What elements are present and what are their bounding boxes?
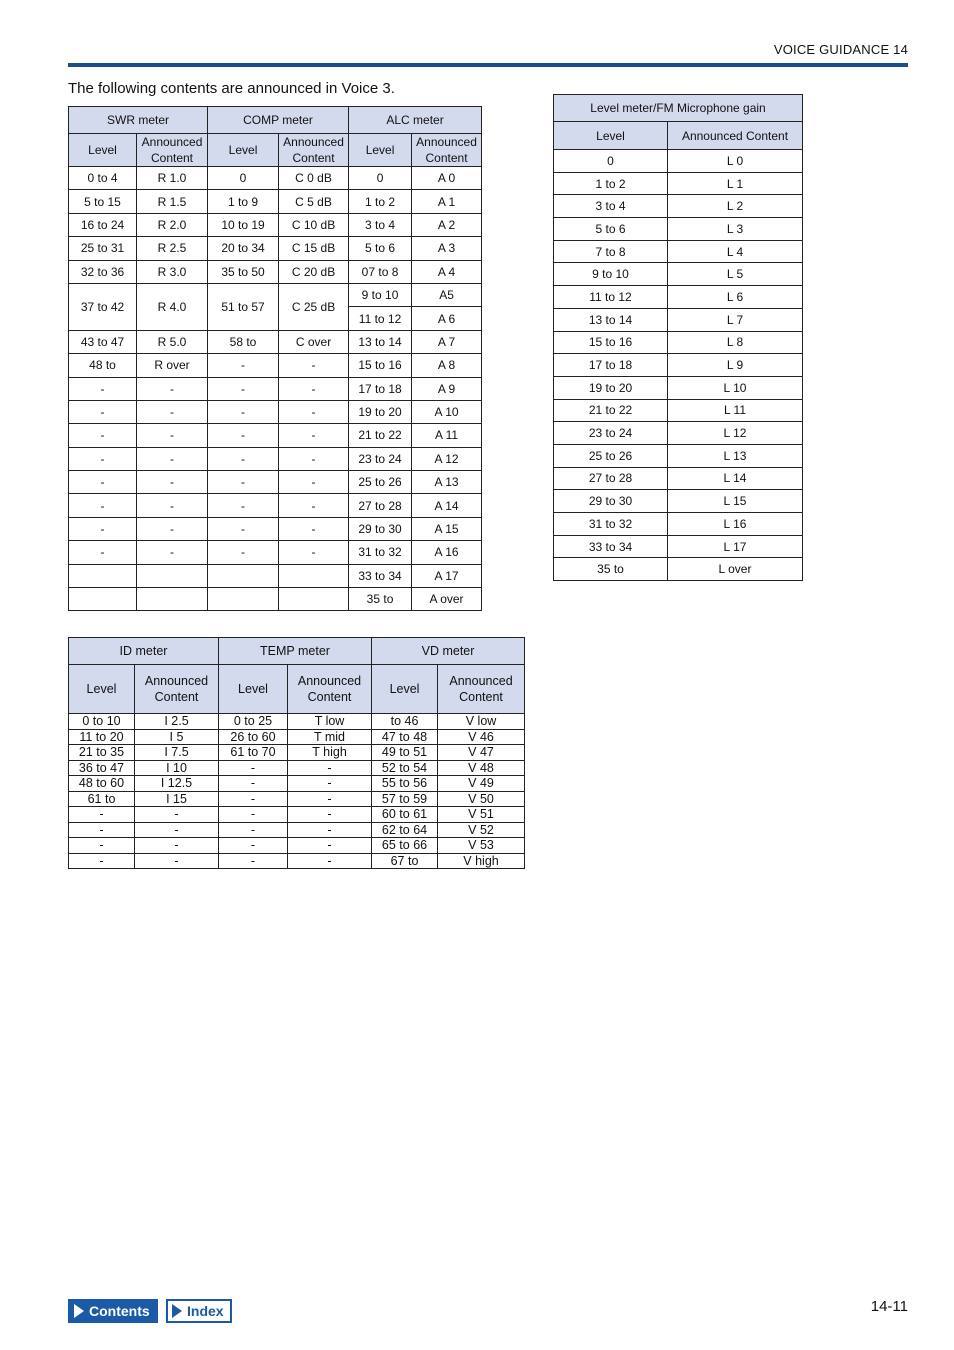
table-cell: - bbox=[135, 853, 219, 869]
table-cell: - bbox=[137, 494, 208, 517]
table-cell: 27 to 28 bbox=[349, 494, 412, 517]
column-header: Announced Content bbox=[137, 134, 208, 167]
table-cell bbox=[137, 564, 208, 587]
table-row bbox=[69, 838, 525, 854]
column-header: Level bbox=[69, 665, 135, 714]
table-cell: 25 to 26 bbox=[349, 471, 412, 494]
table-title: Level meter/FM Microphone gain bbox=[554, 95, 803, 122]
table-cell: V high bbox=[438, 853, 525, 869]
table-cell: R 1.5 bbox=[137, 190, 208, 213]
table-cell: - bbox=[69, 447, 137, 470]
table-row bbox=[554, 172, 803, 195]
table-row bbox=[69, 330, 482, 353]
table-cell: 58 to bbox=[208, 330, 279, 353]
column-header: Level bbox=[372, 665, 438, 714]
table-row bbox=[69, 377, 482, 400]
table-cell: 57 to 59 bbox=[372, 791, 438, 807]
table-cell: A 9 bbox=[412, 377, 482, 400]
table-cell: 11 to 12 bbox=[554, 286, 668, 309]
table-cell: - bbox=[219, 791, 288, 807]
table-cell: 5 to 6 bbox=[349, 237, 412, 260]
contents-label: Contents bbox=[89, 1303, 150, 1319]
table-cell bbox=[208, 564, 279, 587]
table-cell: C 20 dB bbox=[279, 260, 349, 283]
column-header: Level bbox=[554, 122, 668, 150]
table-cell: 23 to 24 bbox=[349, 447, 412, 470]
column-header: Announced Content bbox=[668, 122, 803, 150]
group-header: SWR meter bbox=[69, 107, 208, 134]
table-cell: 1 to 2 bbox=[554, 172, 668, 195]
table-cell: - bbox=[208, 354, 279, 377]
table-row bbox=[69, 517, 482, 540]
table-cell: 26 to 60 bbox=[219, 729, 288, 745]
table-cell: - bbox=[219, 760, 288, 776]
table-row bbox=[69, 714, 525, 730]
table-cell: L 12 bbox=[668, 422, 803, 445]
table-row bbox=[69, 260, 482, 283]
table-cell: 31 to 32 bbox=[554, 513, 668, 536]
table-cell: - bbox=[135, 807, 219, 823]
table-cell: 17 to 18 bbox=[349, 377, 412, 400]
table-row bbox=[69, 822, 525, 838]
table-cell: L 5 bbox=[668, 263, 803, 286]
table-cell: L 13 bbox=[668, 444, 803, 467]
table-row bbox=[554, 490, 803, 513]
table-cell bbox=[137, 588, 208, 611]
table-cell: - bbox=[279, 447, 349, 470]
table-cell: C 10 dB bbox=[279, 213, 349, 236]
table-cell: 29 to 30 bbox=[349, 517, 412, 540]
table-cell: 1 to 9 bbox=[208, 190, 279, 213]
column-header: Level bbox=[208, 134, 279, 167]
table-cell: C 25 dB bbox=[279, 283, 349, 330]
table-cell: - bbox=[208, 494, 279, 517]
table-cell: L 1 bbox=[668, 172, 803, 195]
level-meter-table bbox=[553, 94, 803, 581]
table-cell: L 8 bbox=[668, 331, 803, 354]
table-row bbox=[554, 150, 803, 173]
table-cell: V 48 bbox=[438, 760, 525, 776]
table-cell: - bbox=[288, 838, 372, 854]
table-cell: 17 to 18 bbox=[554, 354, 668, 377]
table-row bbox=[69, 167, 482, 190]
table-row bbox=[554, 195, 803, 218]
table-cell: 0 bbox=[208, 167, 279, 190]
table-cell: 1 to 2 bbox=[349, 190, 412, 213]
table-cell: 13 to 14 bbox=[349, 330, 412, 353]
table-cell: A 10 bbox=[412, 400, 482, 423]
table-cell: 19 to 20 bbox=[349, 400, 412, 423]
table-cell: A 12 bbox=[412, 447, 482, 470]
table-cell: - bbox=[288, 760, 372, 776]
triangle-right-icon bbox=[172, 1304, 182, 1318]
table-cell: R 2.0 bbox=[137, 213, 208, 236]
table-row bbox=[69, 807, 525, 823]
table-cell: - bbox=[69, 400, 137, 423]
table-cell: 67 to bbox=[372, 853, 438, 869]
table-cell: - bbox=[208, 400, 279, 423]
table-row bbox=[69, 213, 482, 236]
table-cell: 9 to 10 bbox=[349, 283, 412, 306]
table-cell: 29 to 30 bbox=[554, 490, 668, 513]
table-cell bbox=[279, 588, 349, 611]
table-cell: L 17 bbox=[668, 535, 803, 558]
table-cell: 49 to 51 bbox=[372, 745, 438, 761]
column-header: Level bbox=[69, 134, 137, 167]
table-cell: 5 to 15 bbox=[69, 190, 137, 213]
table-cell: V 51 bbox=[438, 807, 525, 823]
table-row bbox=[69, 237, 482, 260]
table-cell: 11 to 12 bbox=[349, 307, 412, 330]
table-cell: A5 bbox=[412, 283, 482, 306]
table-cell: 5 to 6 bbox=[554, 218, 668, 241]
table-cell: A 2 bbox=[412, 213, 482, 236]
column-header: Announced Content bbox=[288, 665, 372, 714]
table-cell: R 4.0 bbox=[137, 283, 208, 330]
table-cell: L 9 bbox=[668, 354, 803, 377]
table-cell: - bbox=[208, 447, 279, 470]
table-cell: 27 to 28 bbox=[554, 467, 668, 490]
table-cell: 35 to 50 bbox=[208, 260, 279, 283]
table-cell: 7 to 8 bbox=[554, 240, 668, 263]
table-row bbox=[69, 471, 482, 494]
table-cell: - bbox=[279, 424, 349, 447]
table-cell: V low bbox=[438, 714, 525, 730]
table-cell: A 0 bbox=[412, 167, 482, 190]
table-cell: - bbox=[69, 494, 137, 517]
table-cell: 60 to 61 bbox=[372, 807, 438, 823]
table-cell: - bbox=[279, 541, 349, 564]
table-row bbox=[554, 535, 803, 558]
column-header: Level bbox=[349, 134, 412, 167]
table-cell: 23 to 24 bbox=[554, 422, 668, 445]
table-row bbox=[554, 558, 803, 581]
table-cell: L 2 bbox=[668, 195, 803, 218]
table-cell: V 52 bbox=[438, 822, 525, 838]
table-cell: 33 to 34 bbox=[554, 535, 668, 558]
table-row bbox=[69, 424, 482, 447]
table-cell: A 1 bbox=[412, 190, 482, 213]
table-cell: T high bbox=[288, 745, 372, 761]
table-cell: A 3 bbox=[412, 237, 482, 260]
table-row bbox=[69, 447, 482, 470]
intro-text: The following contents are announced in Voice 3. bbox=[68, 80, 395, 97]
table-cell: - bbox=[69, 838, 135, 854]
table-cell: A 11 bbox=[412, 424, 482, 447]
group-header: TEMP meter bbox=[219, 638, 372, 665]
table-cell: - bbox=[288, 776, 372, 792]
header-rule bbox=[68, 63, 908, 67]
table-cell: - bbox=[279, 494, 349, 517]
table-row bbox=[69, 541, 482, 564]
table-cell: - bbox=[137, 424, 208, 447]
table-cell: I 12.5 bbox=[135, 776, 219, 792]
table-row bbox=[554, 376, 803, 399]
table-cell: 9 to 10 bbox=[554, 263, 668, 286]
table-cell: A 4 bbox=[412, 260, 482, 283]
table-cell: V 49 bbox=[438, 776, 525, 792]
table-cell: 35 to bbox=[349, 588, 412, 611]
table-cell: - bbox=[219, 822, 288, 838]
table-cell: L 11 bbox=[668, 399, 803, 422]
table-cell: 43 to 47 bbox=[69, 330, 137, 353]
table-cell bbox=[208, 588, 279, 611]
table-cell: 16 to 24 bbox=[69, 213, 137, 236]
table-row bbox=[554, 263, 803, 286]
table-cell: 0 to 10 bbox=[69, 714, 135, 730]
table-cell: A over bbox=[412, 588, 482, 611]
table-cell: 25 to 31 bbox=[69, 237, 137, 260]
table-cell: L 15 bbox=[668, 490, 803, 513]
table-row bbox=[554, 513, 803, 536]
table-cell: R 2.5 bbox=[137, 237, 208, 260]
table-cell: L 10 bbox=[668, 376, 803, 399]
table-cell: - bbox=[208, 377, 279, 400]
table-cell: - bbox=[208, 471, 279, 494]
table-cell: - bbox=[137, 447, 208, 470]
table-row bbox=[69, 853, 525, 869]
id-temp-vd-table bbox=[68, 637, 525, 869]
table-row bbox=[554, 399, 803, 422]
group-header: ALC meter bbox=[349, 107, 482, 134]
table-cell: V 50 bbox=[438, 791, 525, 807]
table-cell: - bbox=[219, 807, 288, 823]
table-cell: 20 to 34 bbox=[208, 237, 279, 260]
index-label: Index bbox=[187, 1303, 224, 1319]
table-cell: 36 to 47 bbox=[69, 760, 135, 776]
table-cell: L 16 bbox=[668, 513, 803, 536]
table-cell: - bbox=[279, 377, 349, 400]
column-header: Announced Content bbox=[279, 134, 349, 167]
table-cell: V 53 bbox=[438, 838, 525, 854]
table-cell: 0 to 4 bbox=[69, 167, 137, 190]
table-row bbox=[554, 218, 803, 241]
group-header: VD meter bbox=[372, 638, 525, 665]
table-row bbox=[554, 467, 803, 490]
table-cell: I 5 bbox=[135, 729, 219, 745]
table-cell: T mid bbox=[288, 729, 372, 745]
table-cell: - bbox=[208, 424, 279, 447]
table-cell: R 3.0 bbox=[137, 260, 208, 283]
table-cell: - bbox=[137, 517, 208, 540]
index-button[interactable] bbox=[166, 1299, 232, 1323]
table-cell: - bbox=[135, 838, 219, 854]
table-row bbox=[554, 308, 803, 331]
table-cell: L 3 bbox=[668, 218, 803, 241]
table-row bbox=[69, 354, 482, 377]
table-cell: - bbox=[69, 853, 135, 869]
table-cell: 51 to 57 bbox=[208, 283, 279, 330]
table-cell: A 6 bbox=[412, 307, 482, 330]
table-cell: C 15 dB bbox=[279, 237, 349, 260]
table-cell: - bbox=[288, 807, 372, 823]
table-cell: V 46 bbox=[438, 729, 525, 745]
table-cell: C 5 dB bbox=[279, 190, 349, 213]
table-cell: 3 to 4 bbox=[554, 195, 668, 218]
table-cell: 21 to 22 bbox=[554, 399, 668, 422]
table-cell: 13 to 14 bbox=[554, 308, 668, 331]
column-header: Level bbox=[219, 665, 288, 714]
table-cell: - bbox=[288, 791, 372, 807]
table-cell: L 0 bbox=[668, 150, 803, 173]
table-cell bbox=[69, 588, 137, 611]
table-cell: 32 to 36 bbox=[69, 260, 137, 283]
table-cell: - bbox=[69, 377, 137, 400]
table-cell: 11 to 20 bbox=[69, 729, 135, 745]
swr-comp-alc-table bbox=[68, 106, 482, 611]
table-cell: 21 to 22 bbox=[349, 424, 412, 447]
table-cell: - bbox=[69, 517, 137, 540]
table-cell: 15 to 16 bbox=[554, 331, 668, 354]
table-cell: - bbox=[137, 541, 208, 564]
table-cell: - bbox=[137, 400, 208, 423]
table-cell: - bbox=[288, 822, 372, 838]
table-row bbox=[554, 240, 803, 263]
table-cell: R over bbox=[137, 354, 208, 377]
table-row bbox=[69, 776, 525, 792]
table-cell: 55 to 56 bbox=[372, 776, 438, 792]
table-row bbox=[69, 283, 482, 306]
table-cell: L 14 bbox=[668, 467, 803, 490]
table-cell: V 47 bbox=[438, 745, 525, 761]
table-cell bbox=[279, 564, 349, 587]
table-cell: A 17 bbox=[412, 564, 482, 587]
level-meter-body bbox=[554, 150, 803, 581]
table-cell: - bbox=[135, 822, 219, 838]
table-cell: A 16 bbox=[412, 541, 482, 564]
table-cell: - bbox=[219, 853, 288, 869]
table-cell: 33 to 34 bbox=[349, 564, 412, 587]
table-cell: 61 to 70 bbox=[219, 745, 288, 761]
table-cell: 61 to bbox=[69, 791, 135, 807]
table-cell: 52 to 54 bbox=[372, 760, 438, 776]
table-cell: A 7 bbox=[412, 330, 482, 353]
table-cell: 07 to 8 bbox=[349, 260, 412, 283]
table-cell: - bbox=[279, 354, 349, 377]
table-cell: - bbox=[219, 776, 288, 792]
table-row bbox=[69, 400, 482, 423]
table-cell: 0 bbox=[349, 167, 412, 190]
group-header: ID meter bbox=[69, 638, 219, 665]
table-cell: 35 to bbox=[554, 558, 668, 581]
triangle-right-icon bbox=[74, 1304, 84, 1318]
swr-comp-alc-body bbox=[69, 167, 482, 611]
table-cell: - bbox=[137, 377, 208, 400]
column-header: Announced Content bbox=[438, 665, 525, 714]
table-cell: 0 to 25 bbox=[219, 714, 288, 730]
table-cell: A 8 bbox=[412, 354, 482, 377]
table-cell: - bbox=[69, 424, 137, 447]
table-cell bbox=[69, 564, 137, 587]
table-row bbox=[69, 791, 525, 807]
table-cell: L over bbox=[668, 558, 803, 581]
table-cell: 25 to 26 bbox=[554, 444, 668, 467]
table-row bbox=[554, 354, 803, 377]
table-row bbox=[554, 286, 803, 309]
table-cell: T low bbox=[288, 714, 372, 730]
table-cell: A 15 bbox=[412, 517, 482, 540]
table-cell: I 7.5 bbox=[135, 745, 219, 761]
table-row bbox=[69, 588, 482, 611]
table-cell: A 14 bbox=[412, 494, 482, 517]
table-cell: I 2.5 bbox=[135, 714, 219, 730]
group-header: COMP meter bbox=[208, 107, 349, 134]
table-cell: 0 bbox=[554, 150, 668, 173]
table-cell: I 10 bbox=[135, 760, 219, 776]
table-cell: 37 to 42 bbox=[69, 283, 137, 330]
table-cell: 31 to 32 bbox=[349, 541, 412, 564]
table-cell: 48 to 60 bbox=[69, 776, 135, 792]
table-cell: - bbox=[137, 471, 208, 494]
table-cell: - bbox=[279, 471, 349, 494]
table-row bbox=[69, 729, 525, 745]
table-row bbox=[554, 331, 803, 354]
table-row bbox=[69, 745, 525, 761]
table-cell: L 6 bbox=[668, 286, 803, 309]
table-cell: A 13 bbox=[412, 471, 482, 494]
table-cell: I 15 bbox=[135, 791, 219, 807]
table-cell: R 5.0 bbox=[137, 330, 208, 353]
table-cell: - bbox=[288, 853, 372, 869]
table-cell: 19 to 20 bbox=[554, 376, 668, 399]
table-cell: - bbox=[69, 541, 137, 564]
table-row bbox=[554, 444, 803, 467]
chapter-title: VOICE GUIDANCE 14 bbox=[773, 42, 908, 57]
table-row bbox=[69, 760, 525, 776]
contents-button[interactable] bbox=[68, 1299, 158, 1323]
table-cell: R 1.0 bbox=[137, 167, 208, 190]
table-cell: 62 to 64 bbox=[372, 822, 438, 838]
table-cell: - bbox=[279, 400, 349, 423]
table-cell: 48 to bbox=[69, 354, 137, 377]
table-cell: - bbox=[208, 517, 279, 540]
table-cell: to 46 bbox=[372, 714, 438, 730]
table-cell: L 4 bbox=[668, 240, 803, 263]
table-cell: - bbox=[219, 838, 288, 854]
table-row bbox=[554, 422, 803, 445]
table-row bbox=[69, 564, 482, 587]
table-cell: - bbox=[69, 807, 135, 823]
column-header: Announced Content bbox=[412, 134, 482, 167]
table-row bbox=[69, 494, 482, 517]
page-number: 14-11 bbox=[870, 1298, 908, 1315]
table-cell: - bbox=[69, 471, 137, 494]
table-cell: - bbox=[208, 541, 279, 564]
table-cell: 3 to 4 bbox=[349, 213, 412, 236]
table-cell: 15 to 16 bbox=[349, 354, 412, 377]
id-temp-vd-body bbox=[69, 714, 525, 869]
table-cell: C over bbox=[279, 330, 349, 353]
table-cell: - bbox=[69, 822, 135, 838]
table-cell: 47 to 48 bbox=[372, 729, 438, 745]
column-header: Announced Content bbox=[135, 665, 219, 714]
table-cell: - bbox=[279, 517, 349, 540]
table-cell: 65 to 66 bbox=[372, 838, 438, 854]
table-row bbox=[69, 190, 482, 213]
table-cell: 21 to 35 bbox=[69, 745, 135, 761]
table-cell: C 0 dB bbox=[279, 167, 349, 190]
table-cell: 10 to 19 bbox=[208, 213, 279, 236]
table-cell: L 7 bbox=[668, 308, 803, 331]
